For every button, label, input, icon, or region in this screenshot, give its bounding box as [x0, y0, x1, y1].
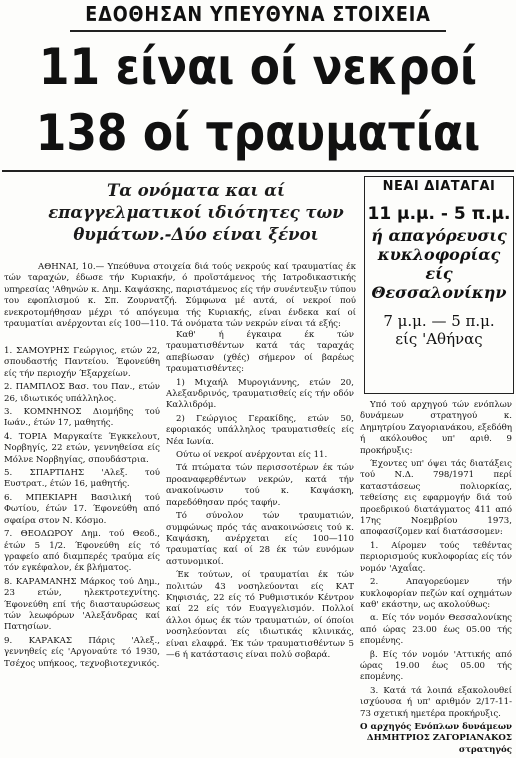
sidebar-text-athens: είς 'Αθήνας	[395, 330, 483, 348]
sidebar-text-thessaloniki: ή απαγόρευσις κυκλοφορίας είς Θεσσαλονίκην	[371, 226, 507, 302]
sidebar-box	[364, 176, 514, 394]
victim-entry: 5. ΣΠΑΡΤΙΔΗΣ 'Αλεξ. τού Ευστρατ., έτών 16, μαθητής.	[4, 468, 160, 490]
sidebar-hours-thessaloniki: 11 μ.μ. - 5 π.μ.	[367, 204, 511, 224]
right-paragraph: Έχοντες υπ' όψει τάς διατάξεις τού Ν.Δ. 798/1971 περί καταστάσεως πολιορκίας, τεθείσης εις εφαρμογήν διά τού προεδρικού διατάγματος 411 από 17ης Νοεμβρίου 1973, αποφασίζομεν καί διατάσσομεν:	[360, 459, 512, 538]
right-column	[360, 400, 512, 758]
right-paragraph: Υπό τού αρχηγού τών ενόπλων δυνάμεων στρατηγού κ. Δημητρίου Ζαγοριανάκου, εξεδόθη ή ακόλουθος υπ' αριθ. 9 προκήρυξις:	[360, 400, 512, 456]
victim-entry: 7. ΘΕΟΔΩΡΟΥ Δημ. τού Θεοδ., έτών 5 1/2. Έφονεύθη είς τό γραφείο από διαμπερές τραύμα είς τόν εγκέφαλον, έκ βλήματος.	[4, 529, 160, 574]
sidebar-hours-athens: 7 μ.μ. — 5 π.μ.	[383, 312, 495, 330]
middle-column	[166, 330, 354, 663]
kicker-headline: ΕΔΟΘΗΣΑΝ ΥΠΕΥΘΥΝΑ ΣΤΟΙΧΕΙΑ	[85, 2, 431, 26]
victim-entry: 2. ΠΑΜΠΛΟΣ Βασ. του Παν., ετών 26, ιδιωτικός υπάλληλος.	[4, 382, 160, 404]
middle-paragraph: 1) Μιχαήλ Μυρογιάννης, ετών 20, Αλεξανδρινός, τραυματισθείς είς τήν οδόν Καλλιδρόμ.	[166, 377, 354, 411]
middle-paragraph: Ούτω οί νεκροί ανέρχονται είς 11.	[176, 450, 328, 461]
victim-entry: 6. ΜΠΕΚΙΑΡΗ Βασιλική τού Φωτίου, έτών 17. Έφονεύθη από σφαίρα στον Ν. Κόσμο.	[4, 492, 160, 526]
kicker-rule	[70, 30, 446, 32]
right-paragraph: α. Είς τόν νομόν Θεσσαλονίκης από ώρας 23.00 έως 05.00 τής επομένης.	[360, 613, 512, 647]
middle-paragraph: Τά πτώματα τών περισσοτέρων έκ τών προαναφερθέντων νεκρών, κατά τήν ανακοίνωσιν τού κ. Καψάσκη, παρεδόθησαν πρός ταφήν.	[166, 463, 354, 508]
right-paragraph: 3. Κατά τά λοιπά εξακολουθεί ισχύουσα ή υπ' αριθμόν 2/17-11-73 σχετική ημετέρα προκήρυξις.	[360, 685, 512, 719]
subheadline: Τα ονόματα και αί επαγγελματικοί ιδιότητες των θυμάτων.-Δύο είναι ξένοι	[48, 181, 344, 244]
right-paragraph: 1. Αίρομεν τούς τεθέντας περιορισμούς κυκλοφορίας είς τόν νομόν 'Αχαΐας.	[360, 540, 512, 574]
main-headline-line1: 11 είναι οί νεκροί	[38, 38, 478, 96]
victim-entry: 3. ΚΟΜΝΗΝΟΣ Διομήδης τού Ιωάν., έτών 17, μαθητής.	[4, 407, 160, 429]
middle-paragraph: 2) Γεώργιος Γερακίδης, ετών 50, εφοριακός υπάλληλος τραυματισθείς είς Νέα Ιωνία.	[166, 413, 354, 447]
victim-entry: 4. ΤΟΡΙΑ Μαργκαίτε Έγκκελουτ, Νορβηγίς, 22 ετών, γεννηθείσα είς Μόλνε Νορβηγίας, σπουδάστρια.	[4, 431, 160, 465]
middle-paragraph: Έκ τούτων, οί τραυματίαι έκ τών πολιτών 43 νοσηλεύονται είς ΚΑΤ Κηφισιάς, 22 είς τό Ρυθμιστικόν Κέντρον καί 22 είς τόν Ευαγγελισμόν. Πολλοί άλλοι όμως έκ τών τραυματιών, οί όποίοι νοσηλεύονται είς ιδιωτικάς κλινικάς, είναι ελαφρά. Έκ τών τραυματισθέντων 5—6 ή κατάστασις είναι πολύ σοβαρά.	[166, 570, 354, 660]
lead-paragraph: ΑΘΗΝΑΙ, 10.— Υπεύθυνα στοιχεία διά τούς νεκρούς καί τραυματίας έκ τών ταραχών, έδωσε τήν Κυριακήν, ό προϊστάμενος τής Ιατροδικαστικής υπηρεσίας 'Αθηνών κ. Δημ. Καψάσκης, παριστάμενος είς τήν συνέντευξιν τύπου του εφοπλισμού κ. Σπ. Ζουρνατζή. Σύμφωνα μέ αυτά, οί νεκροί πού ενεκροτομήθησαν μέχρι τό απόγευμα τής Κυριακής, είναι ένδεκα καί οί τραυματίαι ανέρχονται είς 100—110. Τά ονόματα τών νεκρών είναι τά εξής:	[4, 262, 356, 330]
victims-column	[4, 346, 160, 672]
signature: Ο αρχηγός Ενόπλων δυνάμεων ΔΗΜΗΤΡΙΟΣ ΖΑΓΟΡΙΑΝΑΚΟΣ στρατηγός	[360, 721, 512, 755]
middle-paragraph: Καθ' ή έγκαιρα έκ τών τραυματισθέντων κατά τάς ταραχάς απεβίωσαν (χθές) σήμερον οί βαρέως τραυματισθέντες:	[166, 330, 354, 375]
victim-entry: 1. ΣΑΜΟΥΡΗΣ Γεώργιος, ετών 22, σπουδαστής Παντείου. Έφονεύθη είς τήν περιοχήν Έξαρχείων.	[4, 346, 160, 379]
main-headline-line2: 138 οί τραυματίαι	[35, 104, 481, 162]
headline-divider	[2, 170, 514, 172]
sidebar-title: ΝΕΑΙ ΔΙΑΤΑΓΑΙ	[382, 179, 496, 194]
right-paragraph: β. Είς τόν νομόν 'Αττικής από ώρας 19.00 έως 05.00 τής επομένης.	[360, 649, 512, 683]
victim-entry: 8. ΚΑΡΑΜΑΝΗΣ Μάρκος τού Δημ., 23 ετών, ηλεκτροτεχνίτης. Έφονεύθη επί τής διασταυρώσεως τών λεωφόρων 'Αλεξάνδρας καί Πατησίων.	[4, 576, 160, 633]
middle-paragraph: Τό σύνολον τών τραυματιών, συμφώνως πρός τάς ανακοινώσεις τού κ. Καψάσκη, ανέρχεται είς 100—110 τραυματίας καί οί 28 έκ τών ευνόμων αστυνομικοί.	[166, 511, 354, 567]
right-paragraph: 2. Απαγορεύομεν τήν κυκλοφορίαν πεζών καί οχημάτων καθ' εκάστην, ως ακολούθως:	[360, 577, 512, 610]
victim-entry: 9. ΚΑΡΑΚΑΣ Πάρις 'Αλεξ., γεννηθείς είς 'Αργοναύτε τό 1930, Τσέχος υπήκοος, τεχνοβιοτεχνικός.	[4, 635, 160, 669]
